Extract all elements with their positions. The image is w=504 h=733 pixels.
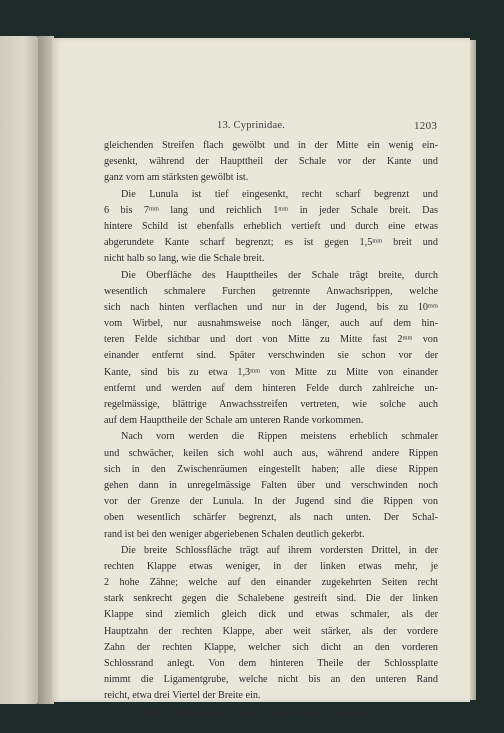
text-line: Die breite Schlossfläche trägt auf ihrem vordersten Drittel, in der: [121, 544, 438, 556]
page-header: [52, 120, 470, 134]
paragraph: [104, 543, 438, 705]
text-line: teren Felde sichtbar und dort von Mitte zu Mitte fast 2ᵐᵐ von: [104, 334, 438, 346]
paragraph: [104, 429, 438, 542]
text-line: entfernt und werden auf dem hinteren Felde durch zahlreiche un-: [104, 382, 438, 394]
text-line: Klappe sind ziemlich gleich dick und etwas schmaler, als der: [104, 609, 438, 621]
text-line: oben wesentlich schärfer begrenzt, als nach unten. Der Schal-: [104, 512, 438, 524]
text-line: stark senkrecht gegen die Schalebene gestreift sind. Die der linken: [104, 593, 438, 605]
text-line: Die Oberfläche des Haupttheiles der Schale trägt breite, durch: [121, 269, 438, 281]
text-line: und schwächer, keilen sich wohl auch aus, während andere Rippen: [104, 447, 438, 459]
text-line: regelmässige, blättrige Anwachsstreifen vertreten, wie solche auch: [104, 399, 438, 410]
text-line: sich nach hinten verflachen und nur in der Jugend, bis zu 10ᵐᵐ: [104, 301, 438, 313]
page-number: 1203: [414, 120, 438, 132]
text-line: Zahn der rechten Klappe, welcher sich dicht an den vorderen: [104, 641, 438, 653]
paragraph: [104, 705, 438, 721]
text-line: einander entfernt sind. Später verschwinden sie schon vor der: [104, 350, 438, 362]
text-line: wesentlich schmalere Furchen getrennte Anwachsrippen, welche: [104, 285, 438, 297]
paragraph: [104, 138, 438, 187]
body-text: [104, 138, 438, 721]
paragraph: [104, 268, 438, 430]
page-stack-edge: [470, 40, 476, 700]
text-line: Nach vorn werden die Rippen meistens erheblich schmaler: [121, 431, 438, 443]
running-title: 13. Cyprinidae.: [217, 120, 286, 131]
text-line: nicht halb so lang, wie die Schale breit.: [104, 253, 265, 265]
text-line: 6 bis 7ᵐᵐ lang und reichlich 1ᵐᵐ in jeder Schale breit. Das: [104, 204, 438, 216]
text-line: auf dem Haupttheile der Schale am unteren Rande vorkommen.: [104, 415, 364, 427]
text-line: Hauptzahn der rechten Klappe, aber weit stärker, als der vordere: [104, 625, 438, 637]
text-line: hintere Schild ist ebenfalls erheblich vertieft und durch eine etwas: [104, 220, 438, 232]
text-line: Der hintere Seitenzahn der rechten Klappe ist nur eine rund-: [121, 706, 367, 718]
text-line: rand ist bei den weniger abgeriebenen Schalen deutlich gekerbt.: [104, 528, 365, 540]
text-line: sich in den Zwischenräumen eingestellt haben; alle diese Rippen: [104, 463, 438, 475]
text-line: gleichenden Streifen flach gewölbt und in der Mitte ein wenig ein-: [104, 140, 438, 151]
text-line: vor der Grenze der Lunula. In der Jugend sind die Rippen von: [104, 496, 438, 508]
text-line: abgerundete Kante scharf begrenzt; es ist gegen 1,5ᵐᵐ breit und: [104, 237, 438, 249]
text-line: 2 hohe Zähne; welche auf den einander zugekehrten Seiten recht: [104, 577, 438, 589]
text-line: Kante, sind bis zu etwa 1,3ᵐᵐ von Mitte zu Mitte von einander: [104, 366, 438, 378]
text-line: reicht, etwa drei Viertel der Breite ein.: [104, 690, 261, 702]
paragraph: [104, 187, 438, 268]
facing-page-edge: [0, 36, 38, 704]
text-line: gehen dann in unregelmässige Falten über und verschwinden noch: [104, 479, 438, 491]
text-line: rechten Klappe etwas weniger, in der linken etwas mehr, je: [104, 560, 438, 572]
text-line: Die Lunula ist tief eingesenkt, recht scharf begrenzt und: [121, 188, 438, 200]
text-line: gesenkt, während der Haupttheil der Schale vor der Kante und: [104, 156, 438, 168]
text-line: nimmt die Ligamentgrube, welche nicht bis an den unteren Rand: [104, 674, 438, 686]
text-line: ganz vorn am stärksten gewölbt ist.: [104, 172, 249, 184]
text-line: Schlossrand anlegt. Von dem hinteren Theile der Schlossplatte: [104, 658, 438, 669]
book-page: [52, 38, 470, 718]
text-line: vom Wirbel, nur ausnahmsweise noch länger, auch auf dem hin-: [104, 318, 438, 330]
